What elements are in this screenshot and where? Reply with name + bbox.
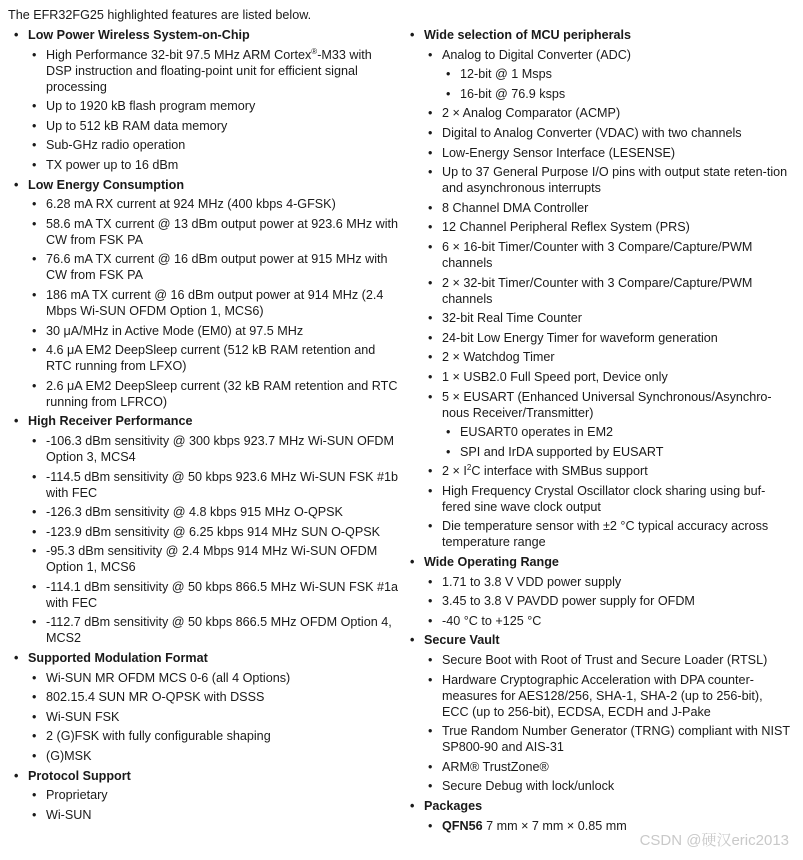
- feature-item: • Die temperature sensor with ±2 °C typical accuracy across temperature range: [410, 518, 790, 550]
- feature-item: • Sub-GHz radio operation: [14, 137, 399, 153]
- feature-item: • Wi-SUN MR OFDM MCS 0-6 (all 4 Options): [14, 670, 399, 686]
- feature-section: [410, 554, 790, 629]
- item-text: 7 mm × 7 mm × 0.85 mm: [482, 818, 627, 833]
- feature-item: • Analog to Digital Converter (ADC): [410, 47, 790, 63]
- feature-item: • 2 × 32-bit Timer/Counter with 3 Compare/Capture/PWM channels: [410, 275, 790, 307]
- superscript: ®: [311, 46, 318, 56]
- feature-item: • -40 °C to +125 °C: [410, 613, 790, 629]
- feature-item: [14, 47, 399, 95]
- feature-item: • 6.28 mA RX current at 924 MHz (400 kbps 4-GFSK): [14, 196, 399, 212]
- feature-item: • 76.6 mA TX current @ 16 dBm output power at 915 MHz with CW from FSK PA: [14, 251, 399, 283]
- feature-item: • 6 × 16-bit Timer/Counter with 3 Compare/Capture/PWM channels: [410, 239, 790, 271]
- feature-item: • 1 × USB2.0 Full Speed port, Device only: [410, 369, 790, 385]
- feature-item: [410, 463, 790, 479]
- feature-item: • 8 Channel DMA Controller: [410, 200, 790, 216]
- feature-item: • -112.7 dBm sensitivity @ 50 kbps 866.5 MHz OFDM Option 4, MCS2: [14, 614, 399, 646]
- feature-item: • 186 mA TX current @ 16 dBm output power at 914 MHz (2.4 Mbps Wi-SUN OFDM Option 1, MCS6): [14, 287, 399, 319]
- feature-item: • Low-Energy Sensor Interface (LESENSE): [410, 145, 790, 161]
- feature-item: • Up to 512 kB RAM data memory: [14, 118, 399, 134]
- section-title: • Wide selection of MCU peripherals: [410, 27, 790, 43]
- feature-item: • 24-bit Low Energy Timer for waveform generation: [410, 330, 790, 346]
- feature-item: • -95.3 dBm sensitivity @ 2.4 Mbps 914 MHz Wi-SUN OFDM Option 1, MCS6: [14, 543, 399, 575]
- feature-section: [410, 632, 790, 794]
- feature-item: • Proprietary: [14, 787, 399, 803]
- section-title: • Wide Operating Range: [410, 554, 790, 570]
- feature-subitem: • 12-bit @ 1 Msps: [410, 66, 790, 82]
- right-feature-column: [410, 27, 790, 837]
- item-text: C interface with SMBus support: [471, 464, 648, 479]
- left-feature-column: [14, 27, 399, 826]
- intro-text: The EFR32FG25 highlighted features are listed below.: [8, 8, 312, 22]
- feature-item: • (G)MSK: [14, 748, 399, 764]
- superscript: 2: [466, 463, 472, 473]
- feature-item: • 2 (G)FSK with fully configurable shaping: [14, 728, 399, 744]
- feature-item: • 2 × Watchdog Timer: [410, 349, 790, 365]
- feature-item: • -126.3 dBm sensitivity @ 4.8 kbps 915 MHz O-QPSK: [14, 504, 399, 520]
- section-title: • High Receiver Performance: [14, 413, 399, 429]
- feature-item: • Wi-SUN: [14, 807, 399, 823]
- feature-item: • 4.6 μA EM2 DeepSleep current (512 kB RAM retention and RTC running from LFXO): [14, 342, 399, 374]
- feature-item: • -114.1 dBm sensitivity @ 50 kbps 866.5 MHz Wi-SUN FSK #1a with FEC: [14, 579, 399, 611]
- section-title: • Low Energy Consumption: [14, 177, 399, 193]
- feature-item: • True Random Number Generator (TRNG) compliant with NIST SP800-90 and AIS-31: [410, 723, 790, 755]
- feature-section: [410, 27, 790, 550]
- section-title: • Protocol Support: [14, 768, 399, 784]
- feature-item: • 2 × Analog Comparator (ACMP): [410, 105, 790, 121]
- section-title: • Low Power Wireless System-on-Chip: [14, 27, 399, 43]
- feature-item: • 32-bit Real Time Counter: [410, 310, 790, 326]
- item-text: 2 × I: [442, 464, 467, 479]
- feature-item: • Up to 37 General Purpose I/O pins with output state reten-tion and asynchronous interrupts: [410, 164, 790, 196]
- watermark: CSDN @硬汉eric2013: [639, 832, 789, 849]
- feature-item: • 5 × EUSART (Enhanced Universal Synchronous/Asynchro-nous Receiver/Transmitter): [410, 389, 790, 421]
- feature-item: • 1.71 to 3.8 V VDD power supply: [410, 574, 790, 590]
- feature-item: • High Frequency Crystal Oscillator clock sharing using buf-fered sine wave clock output: [410, 483, 790, 515]
- section-title: • Secure Vault: [410, 632, 790, 648]
- feature-section: [14, 27, 399, 173]
- feature-item: • -114.5 dBm sensitivity @ 50 kbps 923.6 MHz Wi-SUN FSK #1b with FEC: [14, 469, 399, 501]
- feature-item: • 30 μA/MHz in Active Mode (EM0) at 97.5 MHz: [14, 323, 399, 339]
- feature-item: • Secure Boot with Root of Trust and Secure Loader (RTSL): [410, 652, 790, 668]
- feature-item: • -123.9 dBm sensitivity @ 6.25 kbps 914 MHz SUN O-QPSK: [14, 524, 399, 540]
- feature-item: • 58.6 mA TX current @ 13 dBm output power at 923.6 MHz with CW from FSK PA: [14, 216, 399, 248]
- feature-item: • Secure Debug with lock/unlock: [410, 778, 790, 794]
- feature-item: • 12 Channel Peripheral Reflex System (PRS): [410, 219, 790, 235]
- feature-item: • 2.6 μA EM2 DeepSleep current (32 kB RAM retention and RTC running from LFRCO): [14, 378, 399, 410]
- feature-item: • 3.45 to 3.8 V PAVDD power supply for OFDM: [410, 593, 790, 609]
- package-name: QFN56: [442, 818, 483, 833]
- feature-item: • Wi-SUN FSK: [14, 709, 399, 725]
- feature-subitem: • SPI and IrDA supported by EUSART: [410, 444, 790, 460]
- feature-item: • 802.15.4 SUN MR O-QPSK with DSSS: [14, 689, 399, 705]
- feature-section: [14, 177, 399, 410]
- feature-subitem: • 16-bit @ 76.9 ksps: [410, 86, 790, 102]
- feature-subitem: • EUSART0 operates in EM2: [410, 424, 790, 440]
- feature-section: [14, 650, 399, 764]
- feature-item: • Digital to Analog Converter (VDAC) with two channels: [410, 125, 790, 141]
- feature-section: [14, 768, 399, 823]
- item-text: High Performance 32-bit 97.5 MHz ARM Cortex: [46, 47, 312, 62]
- feature-section: [410, 798, 790, 834]
- feature-item: • -106.3 dBm sensitivity @ 300 kbps 923.7 MHz Wi-SUN OFDM Option 3, MCS4: [14, 433, 399, 465]
- feature-item: • ARM® TrustZone®: [410, 759, 790, 775]
- feature-item: • TX power up to 16 dBm: [14, 157, 399, 173]
- section-title: • Packages: [410, 798, 790, 814]
- item-text: -M33 with DSP instruction and floating-point unit for efficient signal processing: [46, 47, 372, 94]
- section-title: • Supported Modulation Format: [14, 650, 399, 666]
- feature-item: • Hardware Cryptographic Acceleration with DPA counter-measures for AES128/256, SHA-1, SHA-2 (up to 256-bit), ECC (up to 256-bit), ECDSA, ECDH and J-Pake: [410, 672, 790, 720]
- feature-section: [14, 413, 399, 646]
- feature-item: • Up to 1920 kB flash program memory: [14, 98, 399, 114]
